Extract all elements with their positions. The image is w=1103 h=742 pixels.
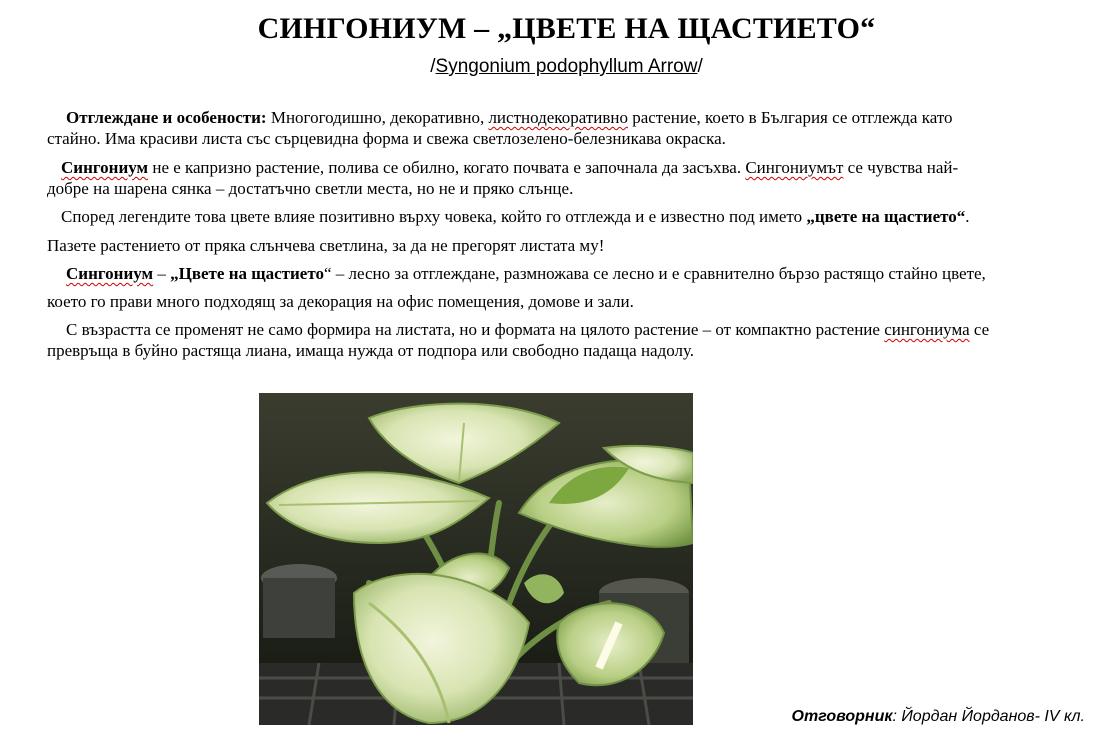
paragraph-legend-line-1 (61, 207, 970, 227)
syngonium-illustration (259, 393, 693, 725)
growth-bold-name: „Цвете на щастието (170, 264, 324, 283)
author-label: Отговорник (791, 708, 893, 725)
subtitle-slash-open: / (430, 56, 436, 77)
author-sep: : (892, 708, 902, 725)
scientific-name-line (0, 56, 1103, 78)
misspelled-word: сингониума (884, 320, 970, 339)
growth-dash: – (153, 264, 171, 283)
paragraph-watering-line-2: добре на шарена сянка – достатъчно светли места, но не и пряко слънце. (47, 179, 574, 198)
misspelled-word: Сингониумът (745, 158, 844, 177)
document-title: СИНГОНИУМ – „ЦВЕТЕ НА ЩАСТИЕТО“ (257, 12, 876, 45)
legend-text-2: . (965, 207, 970, 226)
watering-text-2: се чувства най- (843, 158, 959, 177)
watering-text-1: не е капризно растение, полива се обилно, когато почвата е започнала да засъхва. (148, 158, 746, 177)
age-text-2: се (969, 320, 990, 339)
author-credit (792, 708, 1085, 726)
paragraph-age-line-2: превръща в буйно растяща лиана, имаща нужда от подпора или свободно падаща надолу. (47, 341, 695, 360)
plant-name: Сингониум (61, 158, 149, 177)
age-text-1: С възрастта се променят не само формира на листата, но и формата на цялото растение – от компактно растение (66, 320, 885, 339)
scientific-name: Syngonium podophyllum Arrow (435, 56, 698, 77)
care-text-1: Многогодишно, декоративно, (266, 108, 489, 127)
growth-text-1: “ – лесно за отглеждане, размножава се лесно и е сравнително бързо растящо стайно цвете, (323, 264, 986, 283)
plant-name: Сингониум (66, 264, 154, 283)
paragraph-care-line-1 (66, 108, 953, 128)
care-heading: Отглеждане и особености: (66, 108, 267, 127)
misspelled-word: листнодекоративно (488, 108, 628, 127)
legend-bold-name: „цвете на щастието“ (806, 207, 966, 226)
paragraph-growth-line-2: което го прави много подходящ за декорация на офис помещения, домове и зали. (47, 292, 634, 311)
paragraph-watering-line-1 (61, 158, 958, 178)
plant-photo (259, 393, 693, 725)
paragraph-care-line-2: стайно. Има красиви листа със сърцевидна форма и свежа светлозелено-белезникава окраска. (47, 129, 726, 148)
subtitle-slash-close: / (697, 56, 703, 77)
author-name: Йордан Йорданов- IV кл. (901, 708, 1085, 725)
legend-text-1: Според легендите това цвете влияе позитивно върху човека, който го отглежда и е известно под името (61, 207, 807, 226)
paragraph-age-line-1 (66, 320, 989, 340)
care-text-2: растение, което в България се отглежда като (627, 108, 953, 127)
paragraph-legend-line-2: Пазете растението от пряка слънчева светлина, за да не прегорят листата му! (47, 236, 605, 255)
paragraph-growth-line-1 (66, 264, 986, 284)
